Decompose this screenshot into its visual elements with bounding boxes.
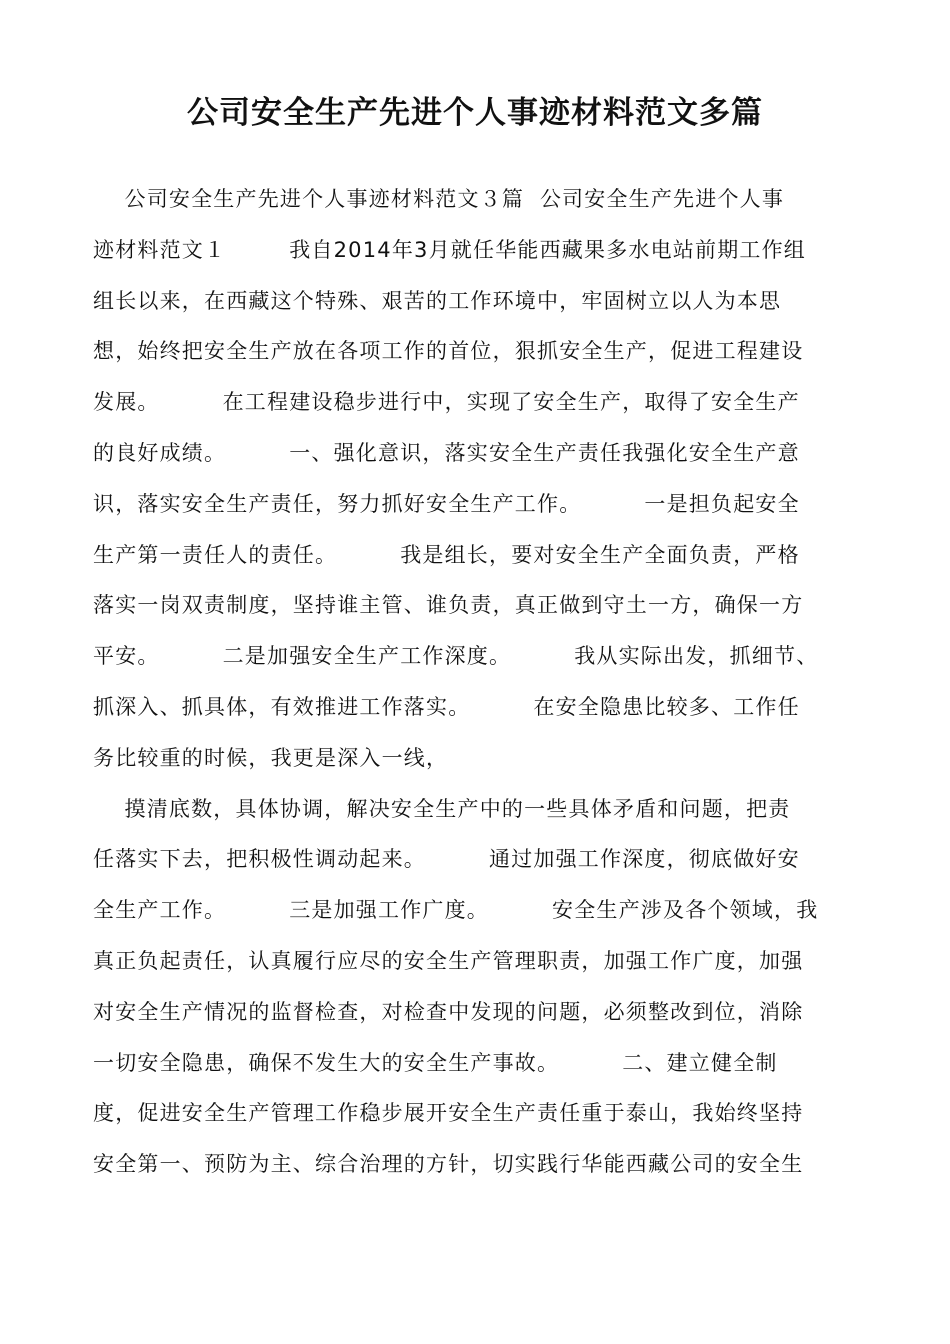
- body-line: 公司安全生产先进个人事迹材料范文３篇 公司安全生产先进个人事: [93, 187, 785, 211]
- body-line: 生产第一责任人的责任。 我是组长，要对安全生产全面负责，严格: [93, 542, 800, 567]
- body-line: 的良好成绩。 一、强化意识，落实安全生产责任我强化安全生产意: [93, 440, 800, 465]
- body-line: 务比较重的时候，我更是深入一线，: [93, 745, 449, 770]
- body-line: 发展。 在工程建设稳步进行中，实现了安全生产，取得了安全生产: [93, 390, 800, 415]
- body-line: 想，始终把安全生产放在各项工作的首位，狠抓安全生产，促进工程建设: [93, 339, 804, 364]
- body-line: 识，落实安全生产责任，努力抓好安全生产工作。 一是担负起安全: [93, 491, 800, 516]
- body-line: 对安全生产情况的监督检查，对检查中发现的问题，必须整改到位，消除: [93, 999, 804, 1024]
- body-line: 任落实下去，把积极性调动起来。 通过加强工作深度，彻底做好安: [93, 847, 800, 872]
- body-line: 落实一岗双责制度，坚持谁主管、谁负责，真正做到守土一方，确保一方: [93, 593, 804, 618]
- body-line: 组长以来，在西藏这个特殊、艰苦的工作环境中，牢固树立以人为本思: [93, 288, 782, 313]
- body-line: 平安。 二是加强安全生产工作深度。 我从实际出发，抓细节、: [93, 644, 819, 669]
- body-line: 全生产工作。 三是加强工作广度。 安全生产涉及各个领域，我: [93, 898, 819, 923]
- document-title: 公司安全生产先进个人事迹材料范文多篇: [187, 95, 763, 131]
- body-line: 摸清底数，具体协调，解决安全生产中的一些具体矛盾和问题，把责: [93, 796, 791, 821]
- body-line: 一切安全隐患，确保不发生大的安全生产事故。 二、建立健全制: [93, 1050, 778, 1075]
- document-body: [93, 174, 863, 1190]
- body-line: 真正负起责任，认真履行应尽的安全生产管理职责，加强工作广度，加强: [93, 948, 804, 973]
- body-line: 安全第一、预防为主、综合治理的方针，切实践行华能西藏公司的安全生: [93, 1152, 804, 1177]
- body-line: 迹材料范文１ 我自2014年3月就任华能西藏果多水电站前期工作组: [93, 237, 807, 262]
- body-line: 抓深入、抓具体，有效推进工作落实。 在安全隐患比较多、工作任: [93, 694, 800, 719]
- body-line: 度，促进安全生产管理工作稳步展开安全生产责任重于泰山，我始终坚持: [93, 1101, 804, 1126]
